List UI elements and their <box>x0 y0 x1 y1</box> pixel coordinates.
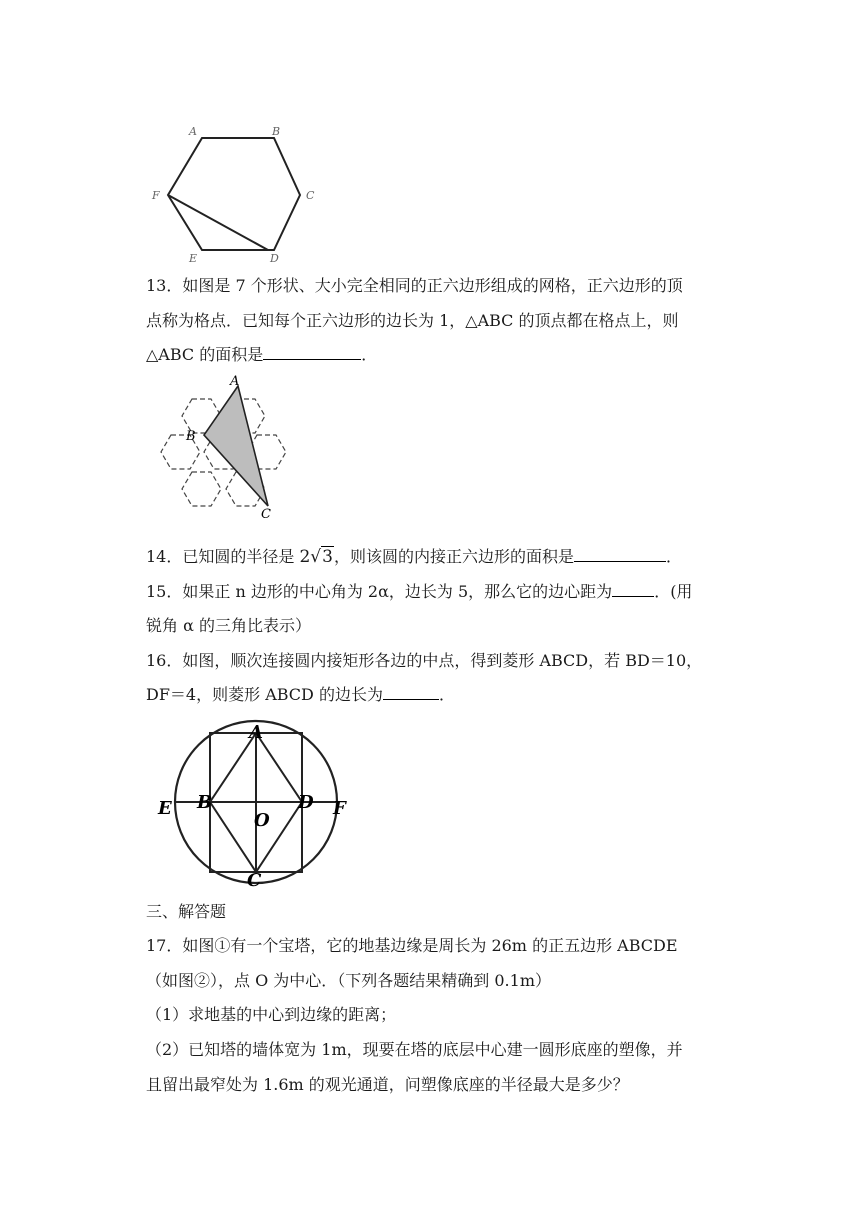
q17-line2: （如图②），点 O 为中心．（下列各题结果精确到 0.1m） <box>146 971 551 990</box>
label-a: A <box>249 722 263 743</box>
circle-figure <box>150 716 360 892</box>
label-e: E <box>158 798 172 819</box>
q14-radical: 2√3 <box>299 547 333 567</box>
label-c: C <box>306 189 315 202</box>
q16-text: DF＝4，则菱形 ABCD 的边长为 <box>146 685 383 704</box>
q16-line1: 16．如图，顺次连接圆内接矩形各边的中点，得到菱形 ABCD，若 BD＝10， <box>146 651 703 670</box>
q13-line3-end: ． <box>361 345 378 364</box>
label-c: C <box>247 870 262 891</box>
q17-line1: 17．如图①有一个宝塔，它的地基边缘是周长为 26m 的正五边形 ABCDE <box>146 936 678 955</box>
q16-answer-blank[interactable] <box>383 685 439 700</box>
label-b: B <box>197 792 213 813</box>
label-f: F <box>333 798 346 819</box>
q13-answer-blank[interactable] <box>263 345 361 360</box>
q14-text-mid: ，则该圆的内接正六边形的面积是 <box>333 547 574 566</box>
q14-coef: 2 <box>299 547 311 567</box>
label-b: B <box>186 429 196 444</box>
hexagon-shape <box>168 138 300 250</box>
hex-grid-figure <box>146 372 296 527</box>
q17-part1: （1）求地基的中心到边缘的距离； <box>146 1005 397 1024</box>
q14-answer-blank[interactable] <box>574 547 666 562</box>
q13-line1: 13．如图是 7 个形状、大小完全相同的正六边形组成的网格，正六边形的顶 <box>146 276 683 295</box>
q16-line2 <box>146 685 455 705</box>
section-title: 三、解答题 <box>146 902 227 921</box>
q14-text-end: ． <box>665 547 682 566</box>
q17-part2-line1: （2）已知塔的墙体宽为 1m，现要在塔的底层中心建一圆形底座的塑像，并 <box>146 1040 683 1059</box>
q15-line2: 锐角 α 的三角比表示） <box>146 616 311 635</box>
q16-text-end: ． <box>438 685 455 704</box>
q13-line3 <box>146 345 377 365</box>
label-a: A <box>189 125 197 138</box>
label-e: E <box>189 252 198 265</box>
q17-part2-line2: 且留出最窄处为 1.6m 的观光通道，问塑像底座的半径最大是多少？ <box>146 1075 629 1094</box>
label-o: O <box>254 810 270 831</box>
label-d: D <box>270 252 279 265</box>
label-b: B <box>272 125 281 138</box>
q13-line2: 点称为格点．已知每个正六边形的边长为 1，△ABC 的顶点都在格点上，则 <box>146 311 679 330</box>
q15-text: 15．如果正 n 边形的中心角为 2α，边长为 5，那么它的边心距为 <box>146 582 613 601</box>
q15-answer-blank[interactable] <box>612 582 654 597</box>
label-d: D <box>298 792 314 813</box>
diagonal-fd <box>168 195 268 250</box>
q14-radicand: 3 <box>322 547 333 567</box>
q14-text: 14．已知圆的半径是 <box>146 547 300 566</box>
label-c: C <box>261 507 271 522</box>
q13-line3-text: △ABC 的面积是 <box>146 345 264 364</box>
label-a: A <box>230 374 240 389</box>
q15-text-end: ．(用 <box>654 582 693 601</box>
hexagon-figure <box>146 120 326 270</box>
q14-line <box>146 547 682 567</box>
q15-line1 <box>146 582 692 602</box>
label-f: F <box>152 189 160 202</box>
